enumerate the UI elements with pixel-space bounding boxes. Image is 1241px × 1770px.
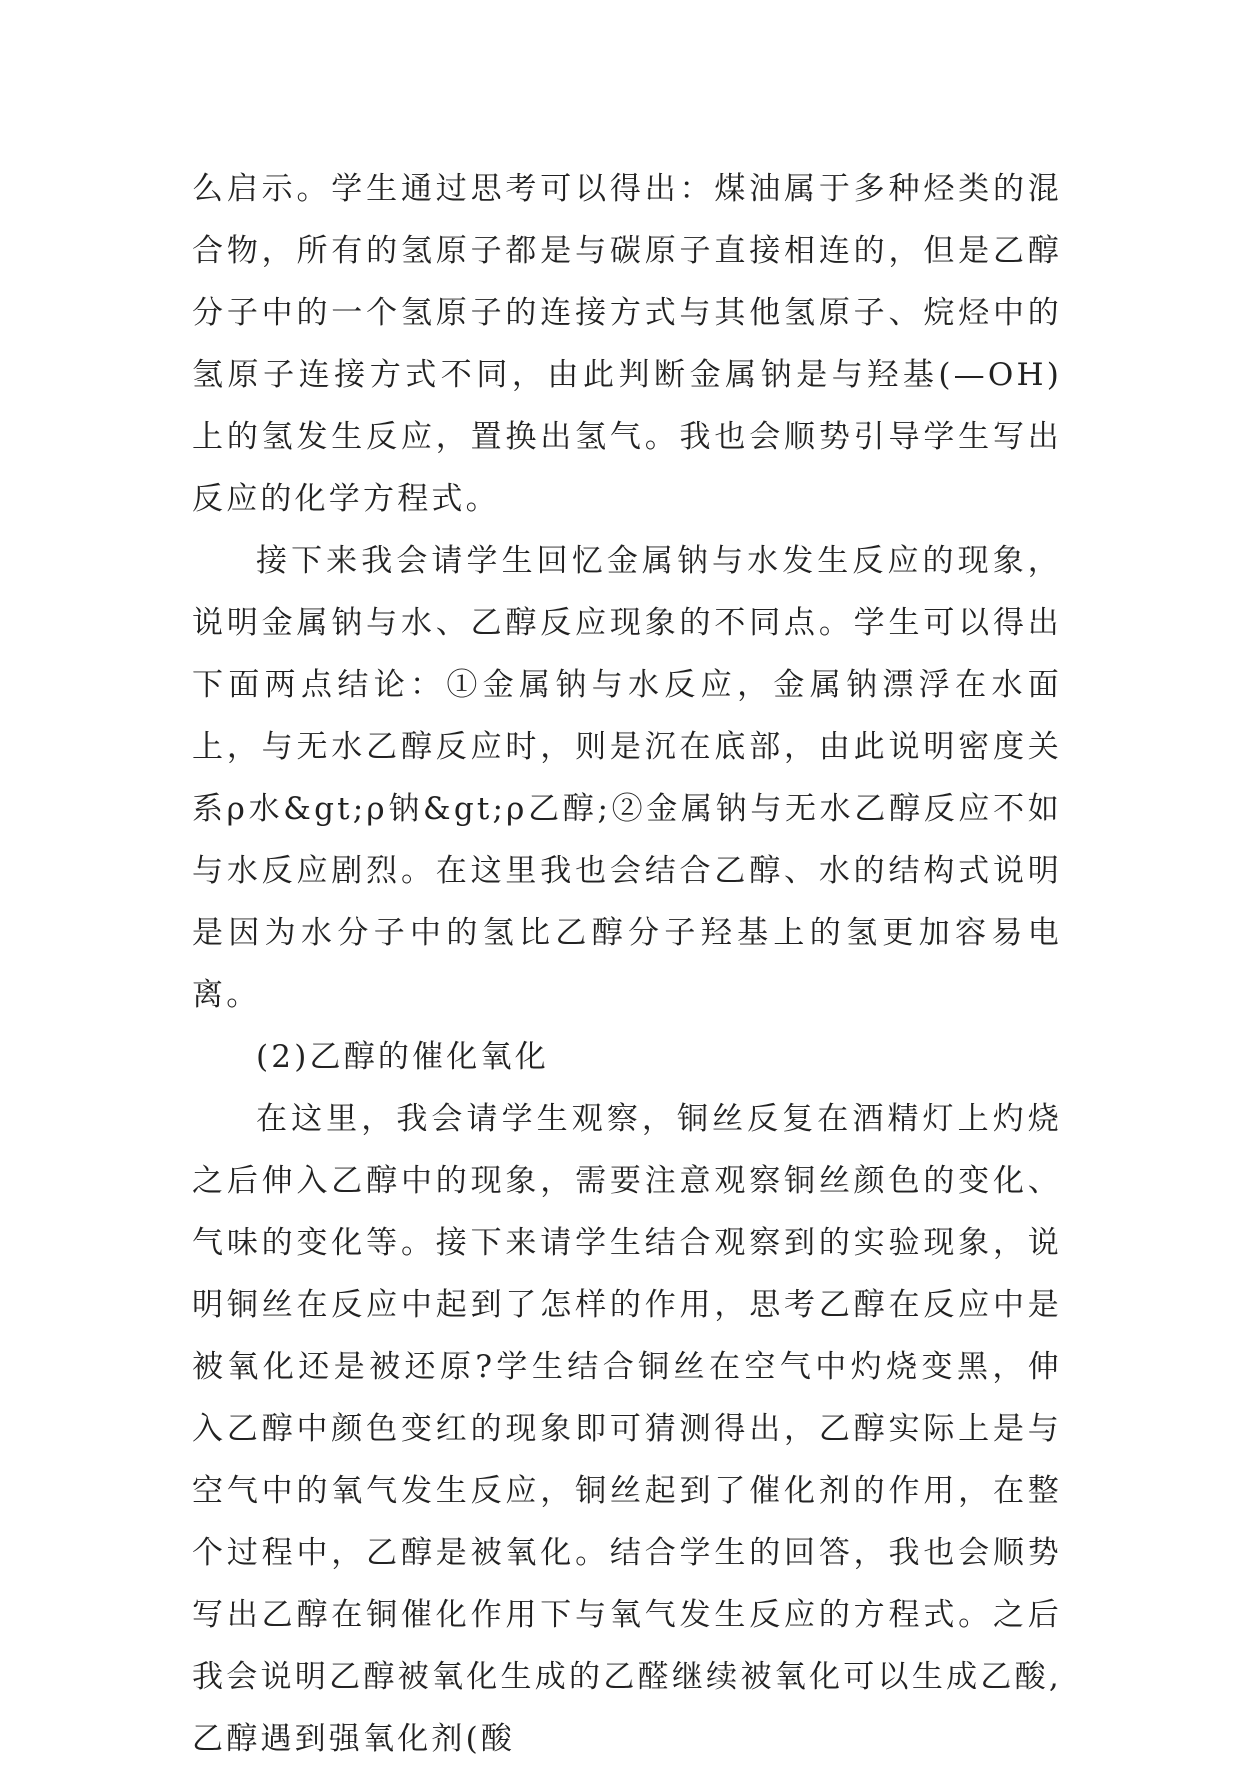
section-heading-catalytic-oxidation: (2)乙醇的催化氧化 (256, 1039, 549, 1075)
body-text (192, 158, 1062, 1770)
paragraph-sodium-water-comparison: 接下来我会请学生回忆金属钠与水发生反应的现象，说明金属钠与水、乙醇反应现象的不同点。学生可以得出下面两点结论：①金属钠与水反应，金属钠漂浮在水面上，与无水乙醇反应时，则是沉在底部，由此说明密度关系ρ水&gt;ρ钠&gt;ρ乙醇;②金属钠与无水乙醇反应不如与水反应剧烈。在这里我也会结合乙醇、水的结构式说明是因为水分子中的氢比乙醇分子羟基上的氢更加容易电离。 (192, 543, 1062, 1013)
paragraph-copper-wire-experiment: 在这里，我会请学生观察，铜丝反复在酒精灯上灼烧之后伸入乙醇中的现象，需要注意观察铜丝颜色的变化、气味的变化等。接下来请学生结合观察到的实验现象，说明铜丝在反应中起到了怎样的作用，思考乙醇在反应中是被氧化还是被还原?学生结合铜丝在空气中灼烧变黑，伸入乙醇中颜色变红的现象即可猜测得出，乙醇实际上是与空气中的氧气发生反应，铜丝起到了催化剂的作用，在整个过程中，乙醇是被氧化。结合学生的回答，我也会顺势写出乙醇在铜催化作用下与氧气发生反应的方程式。之后我会说明乙醇被氧化生成的乙醛继续被氧化可以生成乙酸,乙醇遇到强氧化剂(酸 (192, 1101, 1062, 1757)
paragraph-sodium-reaction-conclusion: 么启示。学生通过思考可以得出：煤油属于多种烃类的混合物，所有的氢原子都是与碳原子直接相连的，但是乙醇分子中的一个氢原子的连接方式与其他氢原子、烷烃中的氢原子连接方式不同，由此判断金属钠是与羟基(—OH)上的氢发生反应，置换出氢气。我也会顺势引导学生写出反应的化学方程式。 (192, 171, 1062, 517)
